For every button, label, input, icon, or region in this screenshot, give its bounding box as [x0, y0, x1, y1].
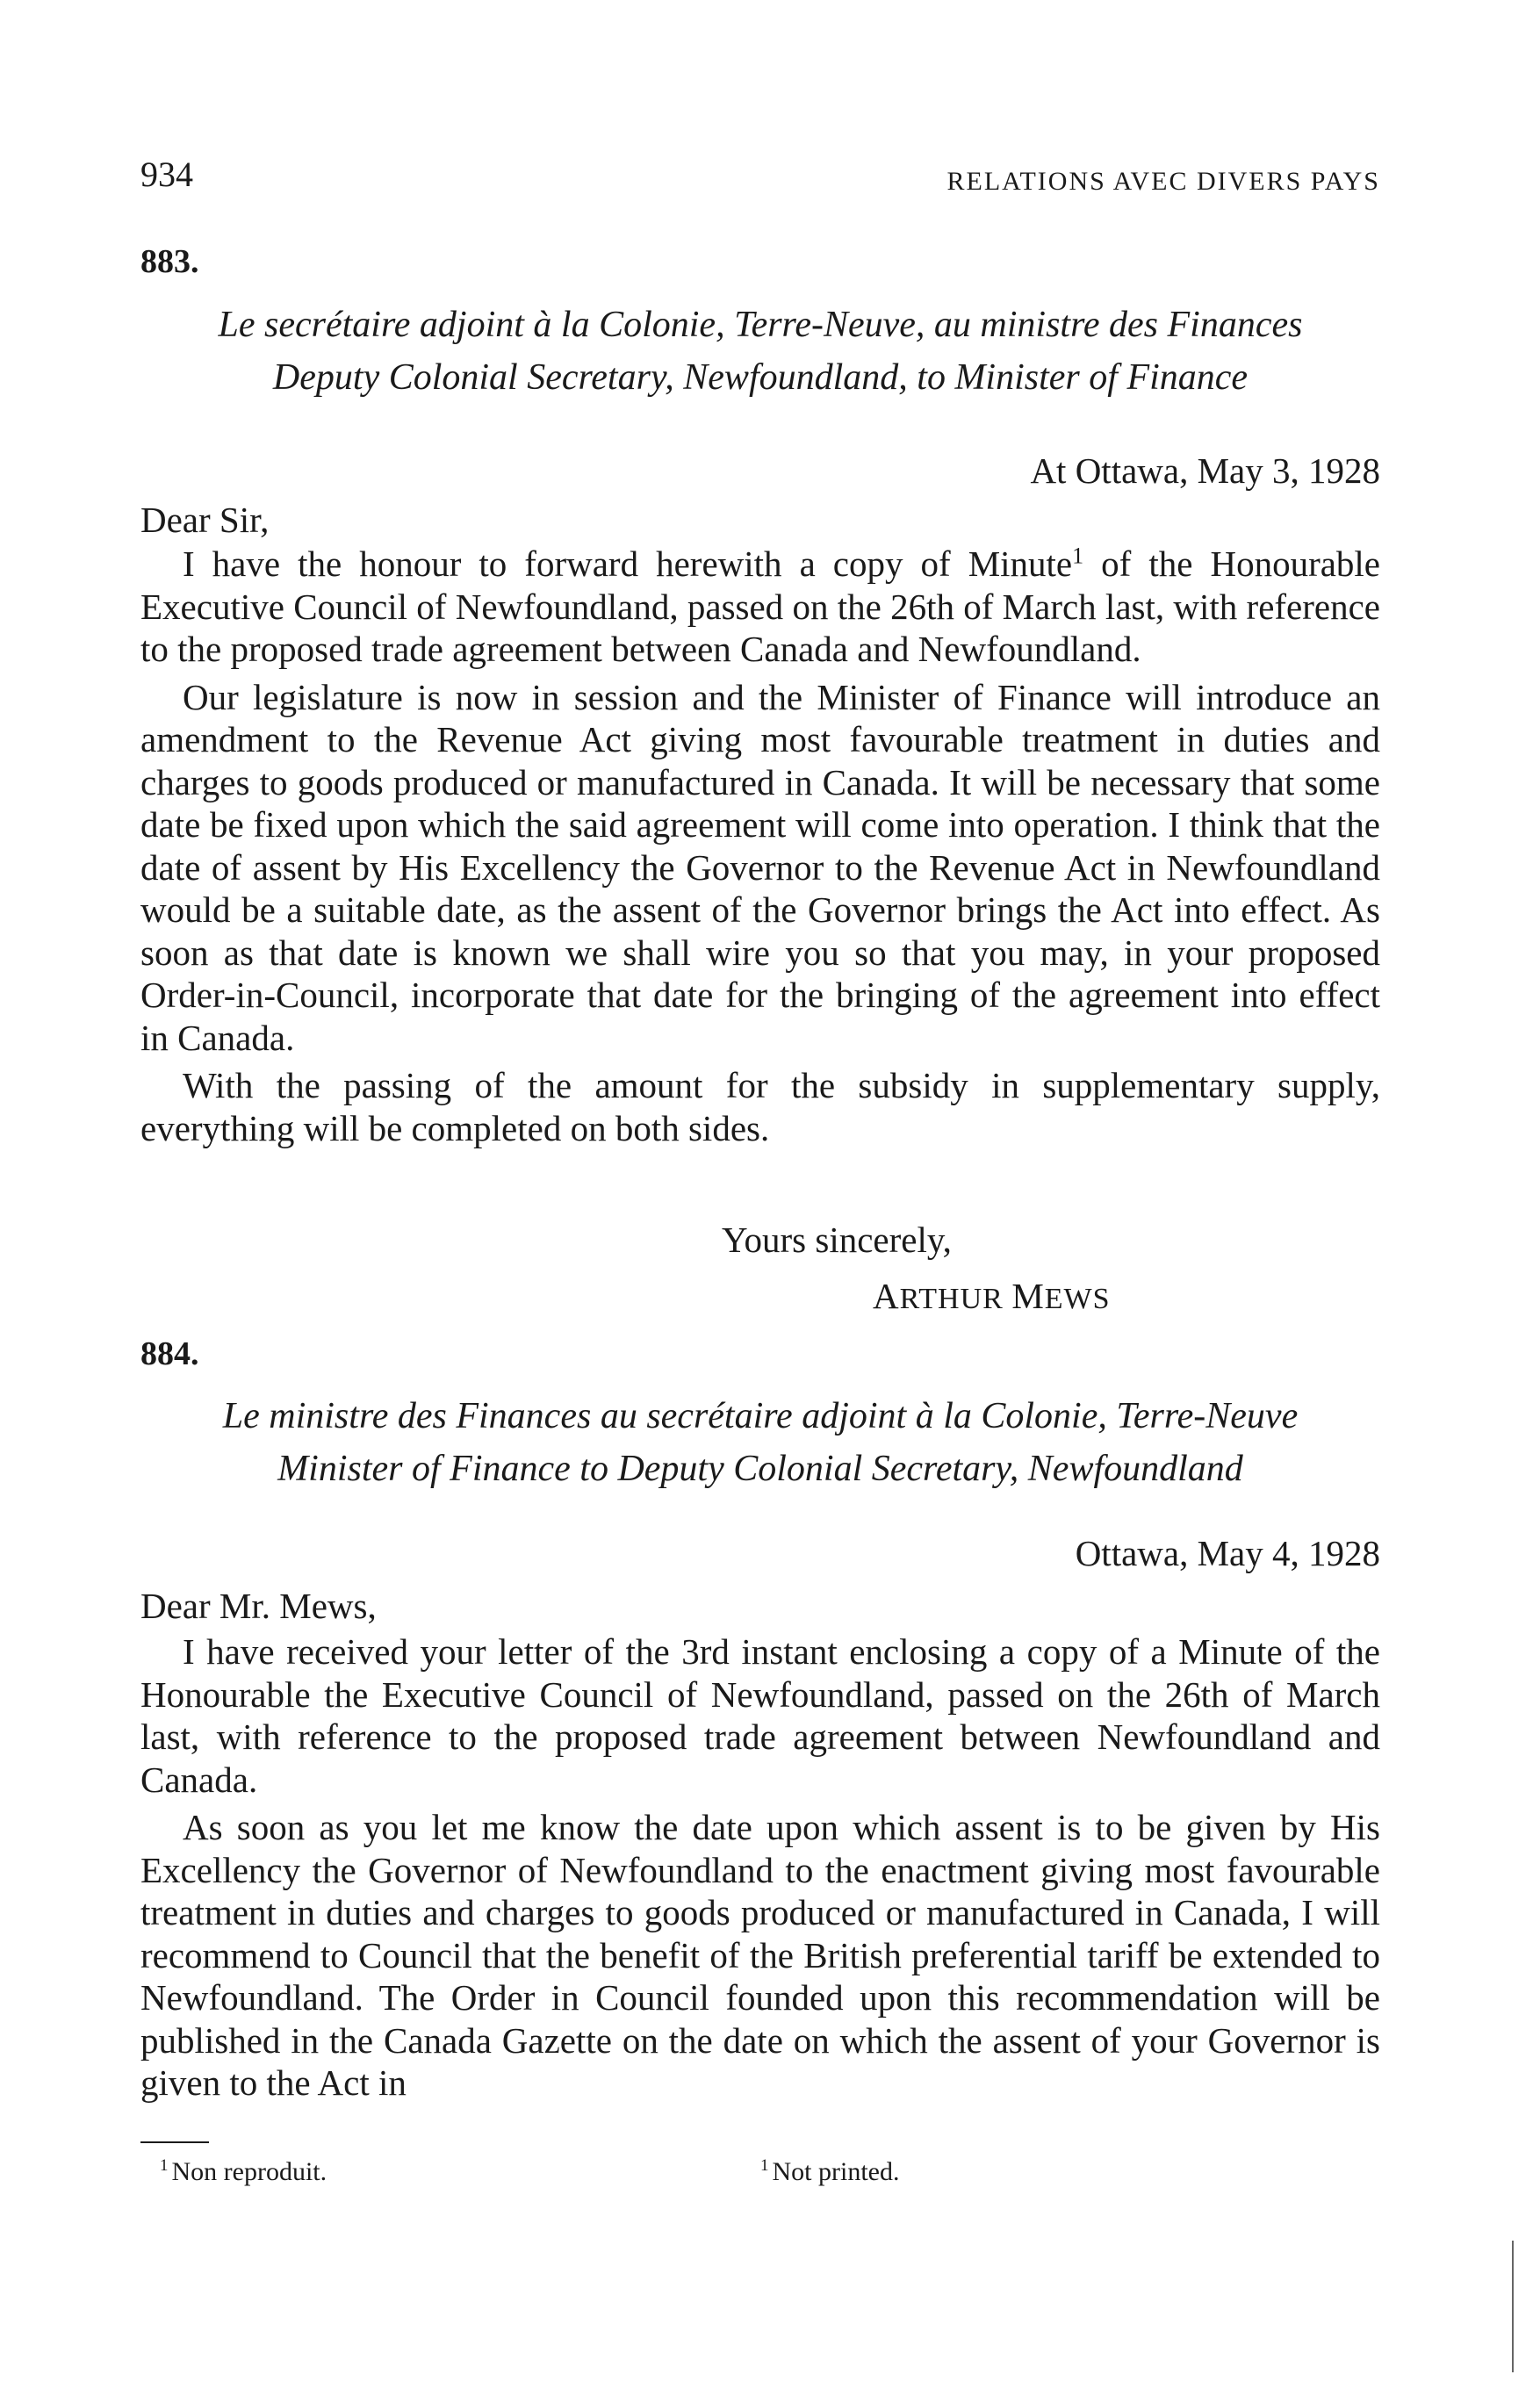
- doc-884-number: 884.: [140, 1335, 199, 1372]
- doc-883-salutation: Dear Sir,: [140, 500, 270, 540]
- doc-884-paragraph-2: As soon as you let me know the date upon which assent is to be given by His Excellency the Governor of Newfoundland to the enactment giving most favourable treatment in duties and charges to goods produced or manufactured in Canada, I will recommend to Council that the benefit of the British preferential tariff be extended to Newfoundland. The Order in Council founded upon this recommendation will be published in the Canada Gazette on the date on which the assent of your Governor is given to the Act in: [140, 1807, 1380, 2103]
- doc-884-title: [140, 1392, 1380, 1493]
- doc-883-paragraph-3: With the passing of the amount for the subsidy in supplementary supply, everything will be completed on both sides.: [140, 1065, 1380, 1148]
- margin-line: [1512, 2241, 1514, 2372]
- doc-884-dateline: Ottawa, May 4, 1928: [1075, 1533, 1380, 1573]
- footnote-reference: 1: [1072, 543, 1084, 569]
- doc-883-body: [140, 543, 1380, 1155]
- doc-884-title-en: Minister of Finance to Deputy Colonial Secretary, Newfoundland: [277, 1449, 1243, 1489]
- doc-883-dateline: At Ottawa, May 3, 1928: [1030, 450, 1380, 491]
- footnote-fr: $^1$ Non reproduit.: [160, 2156, 327, 2186]
- doc-884-paragraph-1: I have received your letter of the 3rd instant enclosing a copy of a Minute of the Honourable the Executive Council of Newfoundland, passed on the 26th of March last, with reference to the proposed trade agreement between Newfoundland and Canada.: [140, 1631, 1380, 1800]
- doc-883-paragraph-1: I have the honour to forward herewith a copy of Minute$^1$ of the Honourable Executive Council of Newfoundland, passed on the 26th of March last, with reference to the proposed trade agreement between Canada and Newfoundland.: [140, 543, 1381, 669]
- footnote-rule: [140, 2141, 209, 2143]
- doc-884-title-fr: Le ministre des Finances au secrétaire adjoint à la Colonie, Terre-Neuve: [222, 1396, 1299, 1436]
- doc-884-salutation: Dear Mr. Mews,: [140, 1586, 377, 1626]
- doc-884-body: [140, 1630, 1380, 2110]
- running-title: RELATIONS AVEC DIVERS PAYS: [946, 167, 1380, 196]
- page-number: 934: [140, 155, 193, 194]
- doc-883-paragraph-2: Our legislature is now in session and the Minister of Finance will introduce an amendment to the Revenue Act giving most favourable treatment in duties and charges to goods produced or manufactured in Canada. It will be necessary that some date be fixed upon which the said agreement will come into operation. I think that the date of assent by His Excellency the Governor to the Revenue Act in Newfoundland would be a suitable date, as the assent of the Governor brings the Act into effect. As soon as that date is known we shall wire you so that you may, in your proposed Order-in-Council, incorporate that date for the bringing of the agreement into effect in Canada.: [140, 676, 1380, 1058]
- doc-883-title-fr: Le secrétaire adjoint à la Colonie, Terre-Neuve, au ministre des Finances: [218, 305, 1303, 345]
- doc-883-title: [140, 300, 1380, 402]
- doc-883-title-en: Deputy Colonial Secretary, Newfoundland, to Minister of Finance: [272, 357, 1249, 398]
- doc-883-closing: Yours sincerely,: [722, 1220, 952, 1260]
- signature-first-name: ARTHUR: [873, 1276, 1004, 1316]
- signature-last-name: MEWS: [1011, 1276, 1111, 1316]
- doc-883-signature: [873, 1275, 1111, 1317]
- doc-883-number: 883.: [140, 243, 199, 280]
- footnote-en: $^1$ Not printed.: [760, 2156, 900, 2186]
